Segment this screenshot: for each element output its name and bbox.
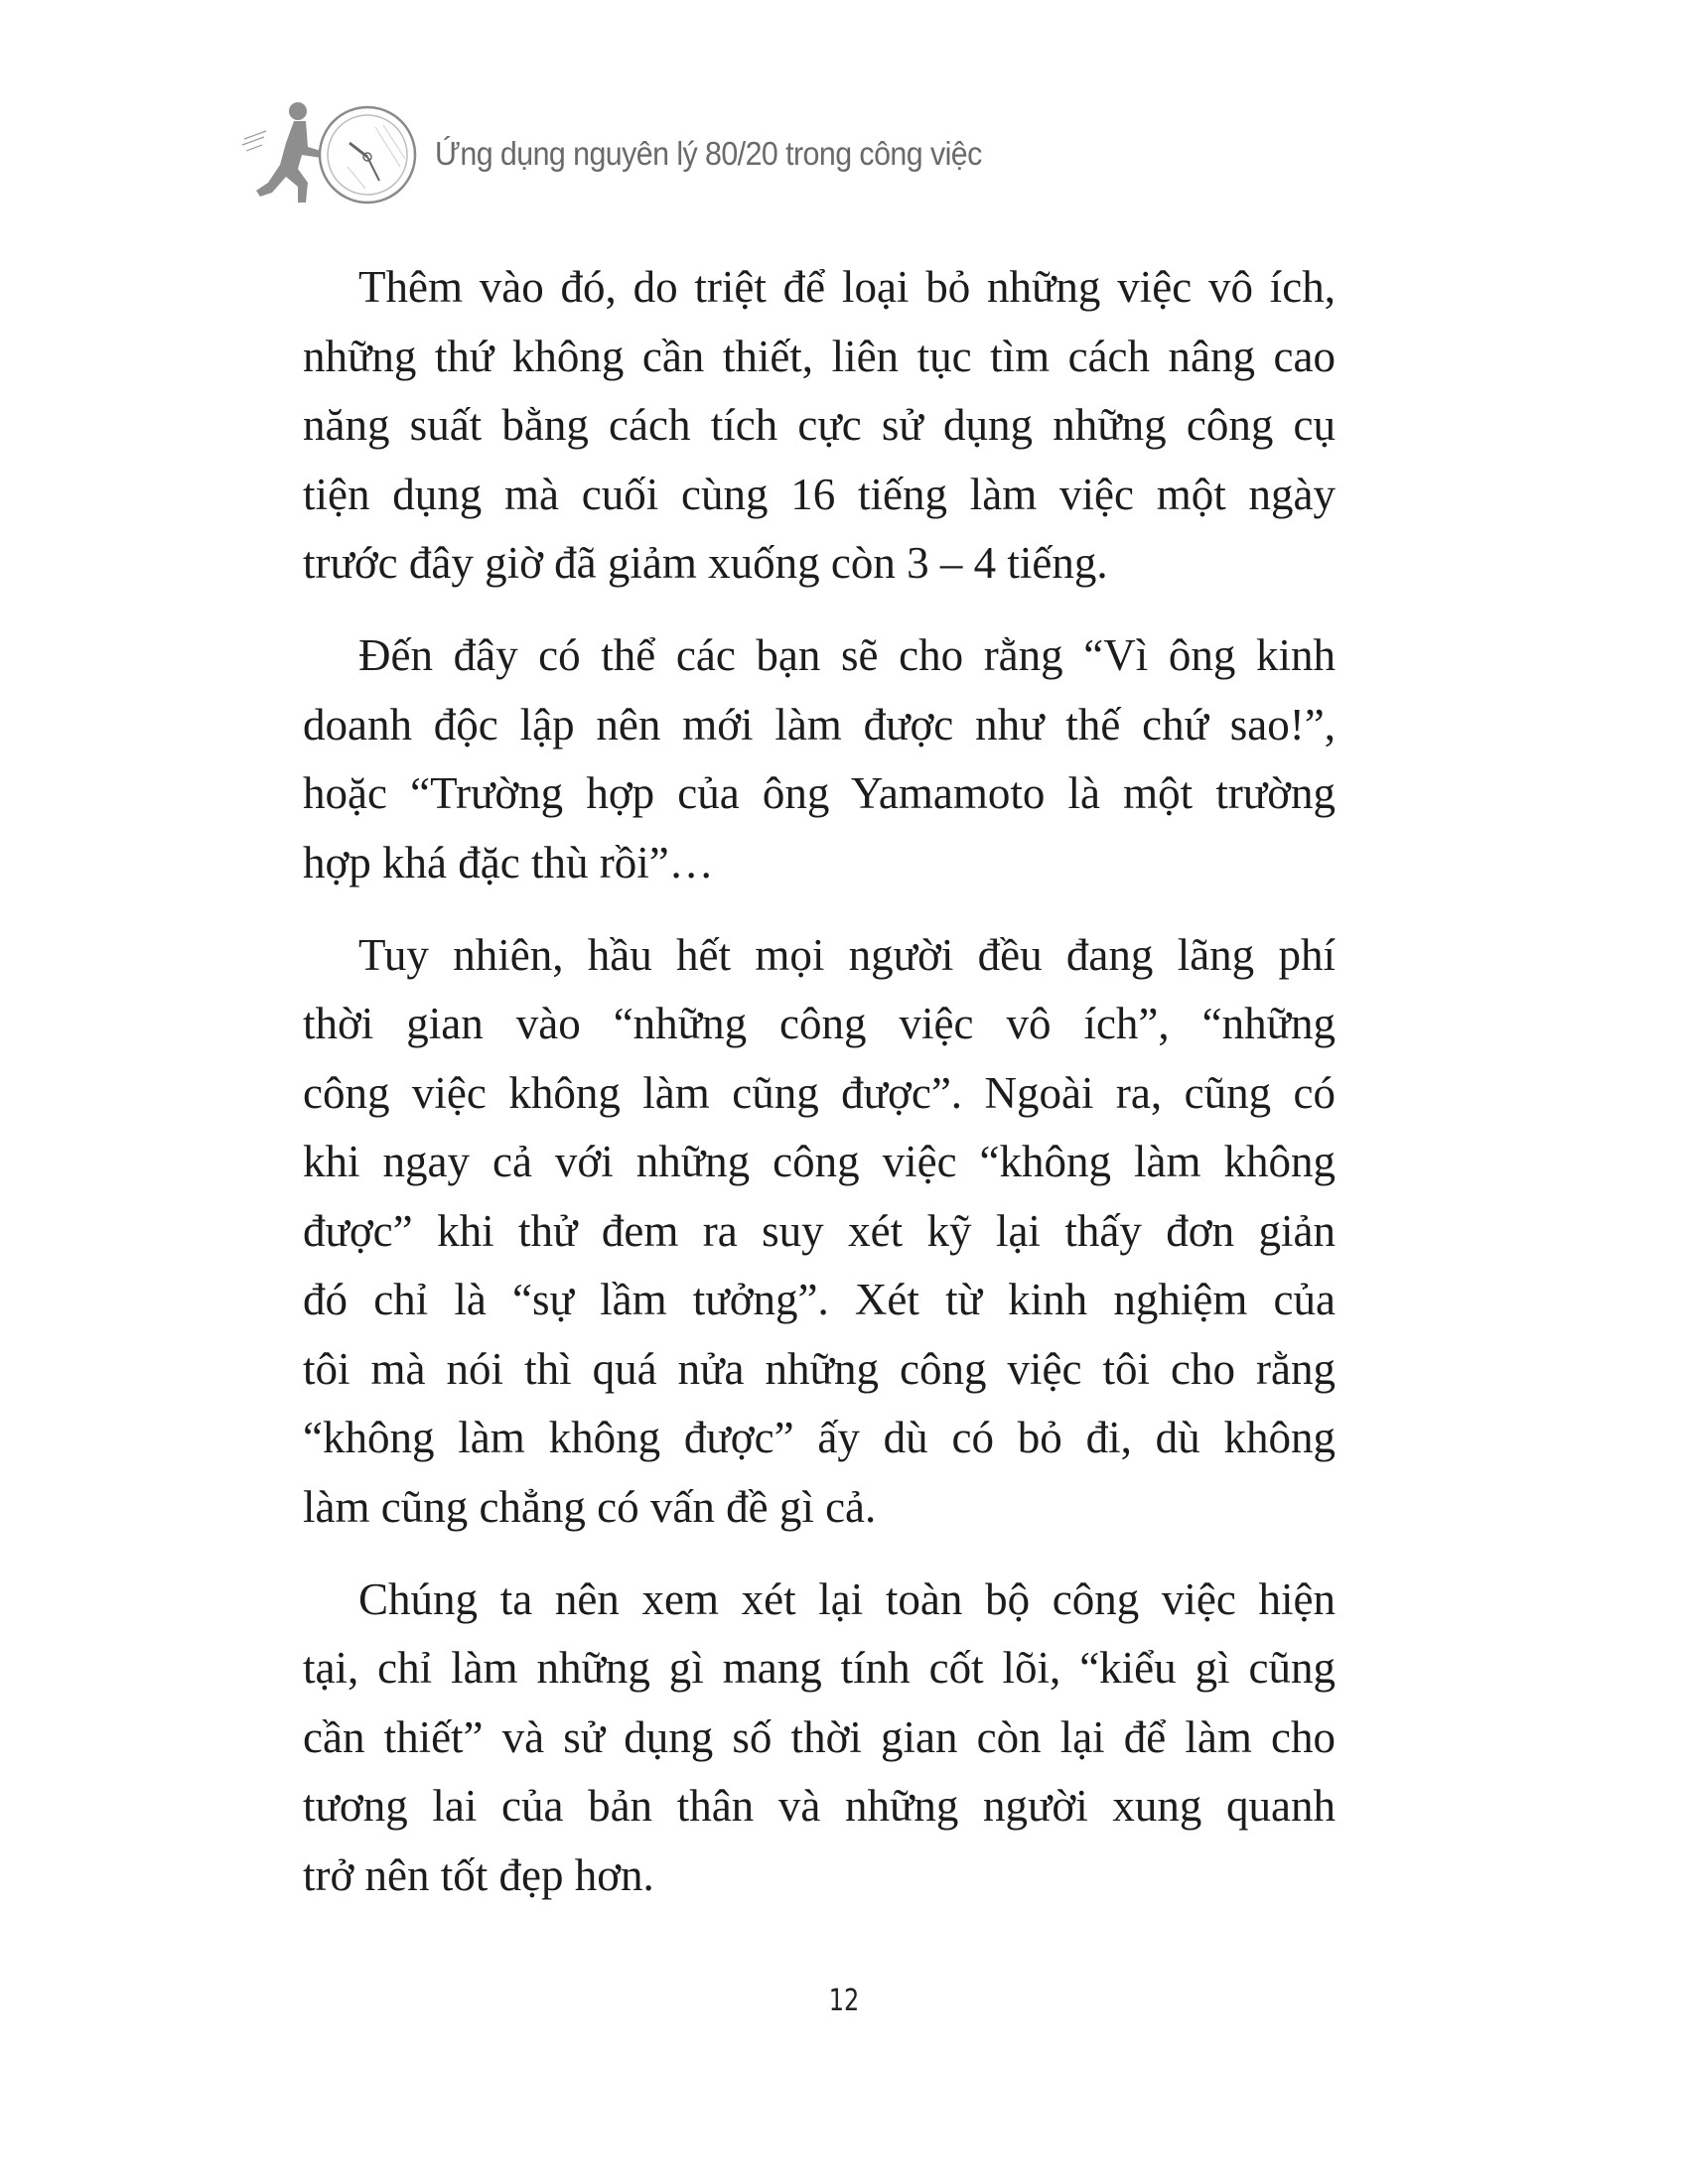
- text-line: những thứ không cần thiết, liên tục tìm cách nâng cao: [303, 331, 1336, 381]
- text-line: tiện dụng mà cuối cùng 16 tiếng làm việc một ngày: [303, 469, 1336, 519]
- body-text: [303, 253, 1336, 1934]
- paragraph: [303, 1566, 1336, 1911]
- text-line: hoặc “Trường hợp của ông Yamamoto là một trường: [303, 768, 1336, 818]
- text-line: được” khi thử đem ra suy xét kỹ lại thấy đơn giản: [303, 1205, 1336, 1256]
- text-line: Đến đây có thể các bạn sẽ cho rằng “Vì ông kinh: [358, 630, 1336, 680]
- text-line: Tuy nhiên, hầu hết mọi người đều đang lãng phí: [358, 929, 1336, 980]
- text-line: đó chỉ là “sự lầm tưởng”. Xét từ kinh nghiệm của: [303, 1275, 1336, 1324]
- text-line: công việc không làm cũng được”. Ngoài ra, cũng có: [303, 1067, 1336, 1118]
- text-line: trở nên tốt đẹp hơn.: [303, 1849, 654, 1900]
- paragraph: [303, 621, 1336, 897]
- paragraph: [303, 253, 1336, 599]
- running-header-title: Ứng dụng nguyên lý 80/20 trong công việc: [435, 135, 982, 172]
- text-line: khi ngay cả với những công việc “không làm không: [303, 1137, 1336, 1186]
- text-line: tại, chỉ làm những gì mang tính cốt lõi, “kiểu gì cũng: [303, 1643, 1336, 1693]
- text-line: hợp khá đặc thù rồi”…: [303, 837, 714, 887]
- text-line: tương lai của bản thân và những người xung quanh: [303, 1781, 1336, 1831]
- page-number: 12: [828, 1983, 860, 2018]
- text-line: Chúng ta nên xem xét lại toàn bộ công việc hiện: [358, 1573, 1336, 1624]
- text-line: năng suất bằng cách tích cực sử dụng những công cụ: [303, 400, 1336, 450]
- text-line: trước đây giờ đã giảm xuống còn 3 – 4 tiếng.: [303, 538, 1108, 588]
- text-line: doanh độc lập nên mới làm được như thế chứ sao!”,: [303, 699, 1336, 750]
- text-line: cần thiết” và sử dụng số thời gian còn lại để làm cho: [303, 1711, 1336, 1762]
- text-line: tôi mà nói thì quá nửa những công việc tôi cho rằng: [303, 1343, 1336, 1394]
- text-line: làm cũng chẳng có vấn đề gì cả.: [303, 1481, 877, 1532]
- paragraph: [303, 921, 1336, 1543]
- man-pushing-clock-icon: [236, 97, 425, 208]
- text-line: “không làm không được” ấy dù có bỏ đi, dù không: [303, 1413, 1336, 1462]
- text-line: thời gian vào “những công việc vô ích”, “những: [303, 999, 1336, 1048]
- text-line: Thêm vào đó, do triệt để loại bỏ những việc vô ích,: [358, 262, 1336, 312]
